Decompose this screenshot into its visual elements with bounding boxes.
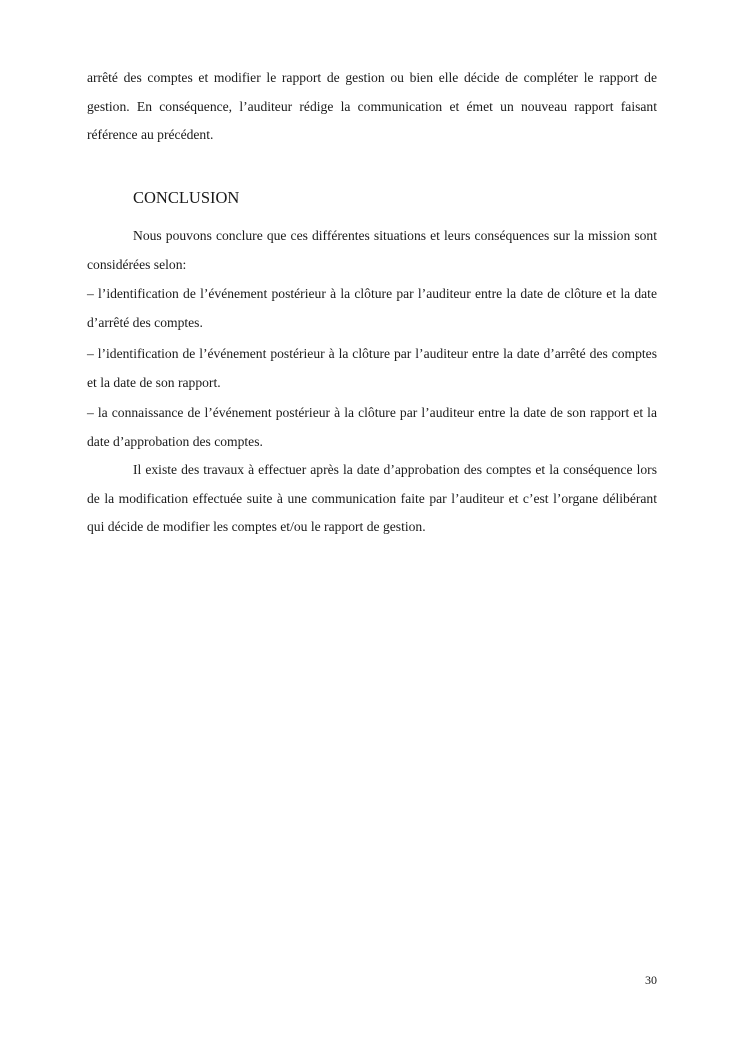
- bullet-item-3-block: [87, 399, 657, 456]
- bullet-item: – l’identification de l’événement postérieur à la clôture par l’auditeur entre la date de clôture et la date d’arrêté des comptes.: [87, 286, 657, 330]
- final-paragraph-block: [87, 456, 657, 542]
- bullet-item: – la connaissance de l’événement postérieur à la clôture par l’auditeur entre la date de son rapport et la date d’approbation des comptes.: [87, 405, 657, 449]
- conclusion-paragraph: Nous pouvons conclure que ces différentes situations et leurs conséquences sur la mission sont considérées selon:: [87, 228, 657, 272]
- bullet-item-2-block: [87, 340, 657, 397]
- intro-paragraph: arrêté des comptes et modifier le rapport de gestion ou bien elle décide de compléter le rapport de gestion. En conséquence, l’auditeur rédige la communication et émet un nouveau rapport faisant référence au précédent.: [87, 70, 657, 142]
- page-number: 30: [645, 973, 657, 987]
- bullet-item-1-block: [87, 280, 657, 337]
- conclusion-paragraph-block: [87, 222, 657, 279]
- intro-paragraph-block: [87, 64, 657, 150]
- bullet-item: – l’identification de l’événement postérieur à la clôture par l’auditeur entre la date d’arrêté des comptes et la date de son rapport.: [87, 346, 657, 390]
- section-heading: CONCLUSION: [133, 188, 240, 207]
- final-paragraph: Il existe des travaux à effectuer après la date d’approbation des comptes et la conséquence lors de la modification effectuée suite à une communication faite par l’auditeur et c’est l’organe délibérant qui décide de modifier les comptes et/ou le rapport de gestion.: [87, 462, 657, 534]
